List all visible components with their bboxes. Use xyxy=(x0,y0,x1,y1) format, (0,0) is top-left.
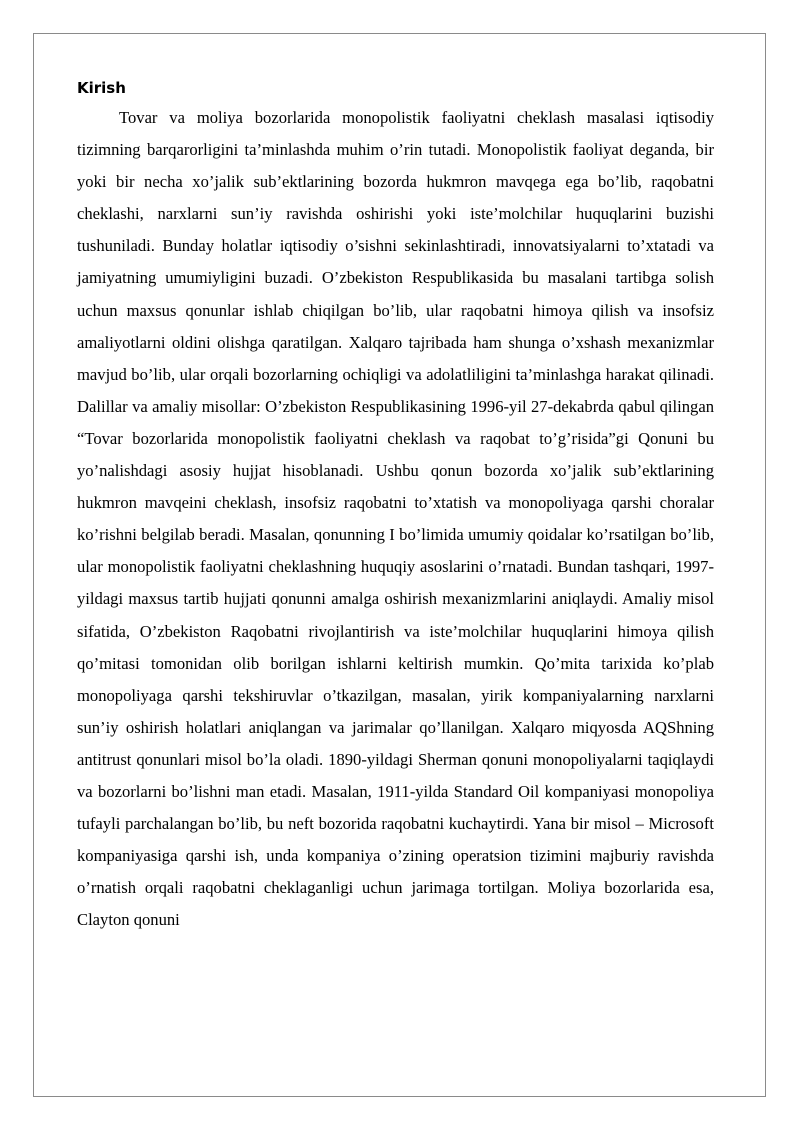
body-paragraph: Tovar va moliya bozorlarida monopolistik faoliyatni cheklash masalasi iqtisodiy tizimning barqarorligini ta’minlashda muhim o’rin tutadi. Monopolistik faoliyat deganda, bir yoki bir necha xo’jalik sub’ektlarining bozorda hukmron mavqega ega bo’lib, raqobatni cheklashi, narxlarni sun’iy ravishda oshirishi yoki iste’molchilar huquqlarini buzishi tushuniladi. Bunday holatlar iqtisodiy o’sishni sekinlashtiradi, innovatsiyalarni to’xtatadi va jamiyatning umumiyligini buzadi. O’zbekiston Respublikasida bu masalani tartibga solish uchun maxsus qonunlar ishlab chiqilgan bo’lib, ular raqobatni himoya qilish va insofsiz amaliyotlarni oldini olishga qaratilgan. Xalqaro tajribada ham shunga o’xshash mexanizmlar mavjud bo’lib, ular orqali bozorlarning ochiqligi va adolatliligini ta’minlashga harakat qilinadi. Dalillar va amaliy misollar: O’zbekiston Respublikasining 1996-yil 27-dekabrda qabul qilingan “Tovar bozorlarida monopolistik faoliyatni cheklash va raqobat to’g’risida”gi Qonuni bu yo’nalishdagi asosiy hujjat hisoblanadi. Ushbu qonun bozorda xo’jalik sub’ektlarining hukmron mavqeini cheklash, insofsiz raqobatni to’xtatish va monopoliyaga qarshi choralar ko’rishni belgilab beradi. Masalan, qonunning I bo’limida umumiy qoidalar ko’rsatilgan bo’lib, ular monopolistik faoliyatni cheklashning huquqiy asoslarini o’rnatadi. Bundan tashqari, 1997-yildagi maxsus tartib hujjati qonunni amalga oshirish mexanizmlarini aniqlaydi. Amaliy misol sifatida, O’zbekiston Raqobatni rivojlantirish va iste’molchilar huquqlarini himoya qilish qo’mitasi tomonidan olib borilgan ishlarni keltirish mumkin. Qo’mita tarixida ko’plab monopoliyaga qarshi tekshiruvlar o’tkazilgan, masalan, yirik kompaniyalarning narxlarni sun’iy oshirish holatlari aniqlangan va jarimalar qo’llanilgan. Xalqaro miqyosda AQShning antitrust qonunlari misol bo’la oladi. 1890-yildagi Sherman qonuni monopoliyalarni taqiqlaydi va bozorlarni bo’lishni man etadi. Masalan, 1911-yilda Standard Oil kompaniyasi monopoliya tufayli parchalangan bo’lib, bu neft bozorida raqobatni kuchaytirdi. Yana bir misol – Microsoft kompaniyasiga qarshi ish, unda kompaniya o’zining operatsion tizimini majburiy ravishda o’rnatish orqali raqobatni cheklaganligi uchun jarimaga tortilgan. Moliya bozorlarida esa, Clayton qonuni xyxy=(77,108,714,930)
document-content xyxy=(77,74,714,936)
section-heading: Kirish xyxy=(77,79,126,97)
